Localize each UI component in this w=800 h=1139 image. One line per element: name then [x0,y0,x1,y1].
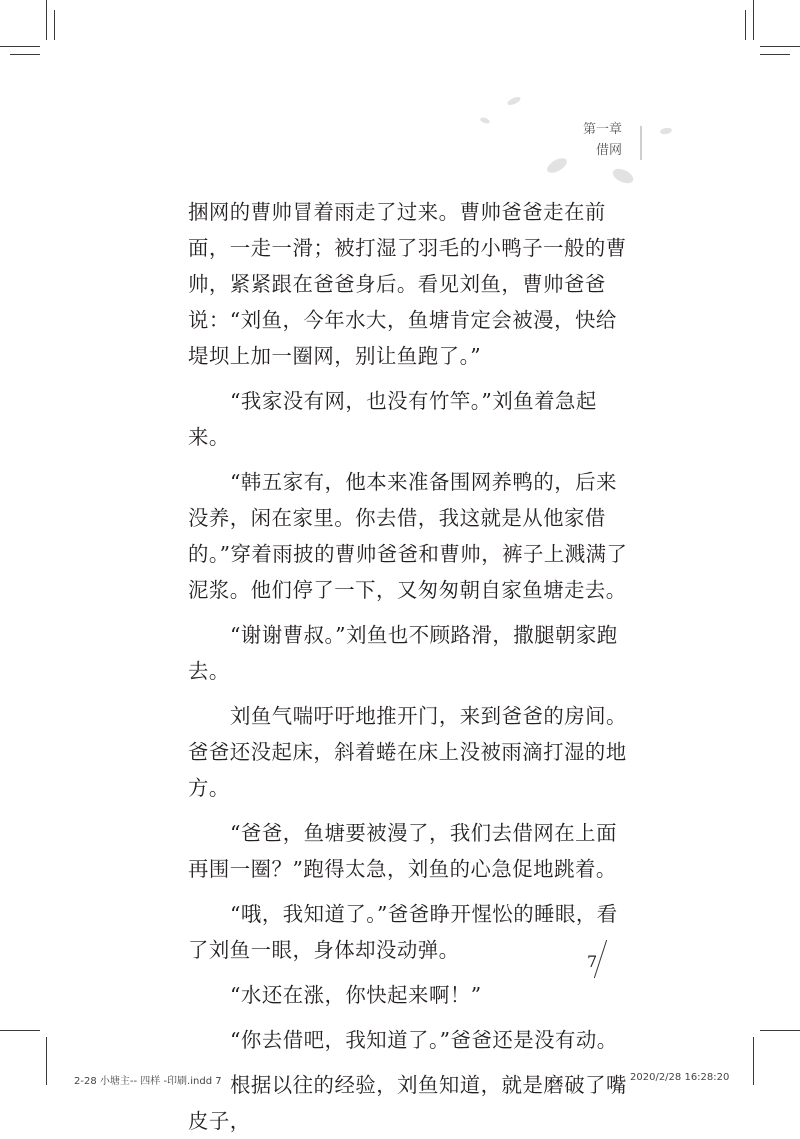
crop-mark [745,10,746,40]
body-text [188,194,628,1139]
paragraph: “我家没有网，也没有竹竿。”刘鱼着急起来。 [188,389,597,449]
running-header [583,119,622,161]
decorative-petal [506,95,521,106]
crop-mark [760,54,790,55]
paragraph: 捆网的曹帅冒着雨走了过来。曹帅爸爸走在前面，一走一滑；被打湿了羽毛的小鸭子一般的曹帅，紧紧跟在爸爸身后。看见刘鱼，曹帅爸爸说：“刘鱼，今年水大，鱼塘肯定会被漫，快给堤坝上加一圈网，别让鱼跑了。” [188,200,627,368]
paragraph: 根据以往的经验，刘鱼知道，就是磨破了嘴皮子， [188,1073,627,1133]
crop-mark [10,54,40,55]
paragraph: “韩五家有，他本来准备围网养鸭的，后来没养，闲在家里。你去借，我这就是从他家借的。”穿着雨披的曹帅爸爸和曹帅，裤子上溅满了泥浆。他们停了一下，又匆匆朝自家鱼塘走去。 [188,470,628,602]
decorative-petal [479,116,490,124]
paragraph: “谢谢曹叔。”刘鱼也不顾路滑，撒腿朝家跑去。 [188,623,618,683]
page-number: 7 [587,952,598,971]
decorative-petal [660,127,673,135]
paragraph: “爸爸，鱼塘要被漫了，我们去借网在上面再围一圈？”跑得太急，刘鱼的心急促地跳着。 [188,821,617,881]
header-divider [640,126,642,160]
crop-mark [46,0,47,40]
section-title: 借网 [595,143,622,158]
crop-mark [753,1037,754,1085]
paragraph: “你去借吧，我知道了。”爸爸还是没有动。 [230,1028,618,1052]
crop-mark [760,46,800,47]
paragraph: “哦，我知道了。”爸爸睁开惺忪的睡眼，看了刘鱼一眼，身体却没动弹。 [188,902,618,962]
paragraph: 刘鱼气喘吁吁地推开门，来到爸爸的房间。爸爸还没起床，斜着蜷在床上没被雨滴打湿的地方。 [188,704,627,800]
crop-mark [0,1030,40,1031]
decorative-petal [610,166,635,186]
decorative-petal [545,155,570,176]
slug-filename: 2-28 小塘主-- 四样 -印刷.indd 7 [74,1076,222,1087]
crop-mark [0,46,40,47]
paragraph: “水还在涨，你快起来啊！” [230,983,482,1007]
crop-mark [760,1030,800,1031]
crop-mark [46,1037,47,1085]
crop-mark [753,0,754,40]
crop-mark [54,10,55,40]
chapter-label: 第一章 [582,122,622,137]
slug-timestamp: 2020/2/28 16:28:20 [630,1072,730,1083]
